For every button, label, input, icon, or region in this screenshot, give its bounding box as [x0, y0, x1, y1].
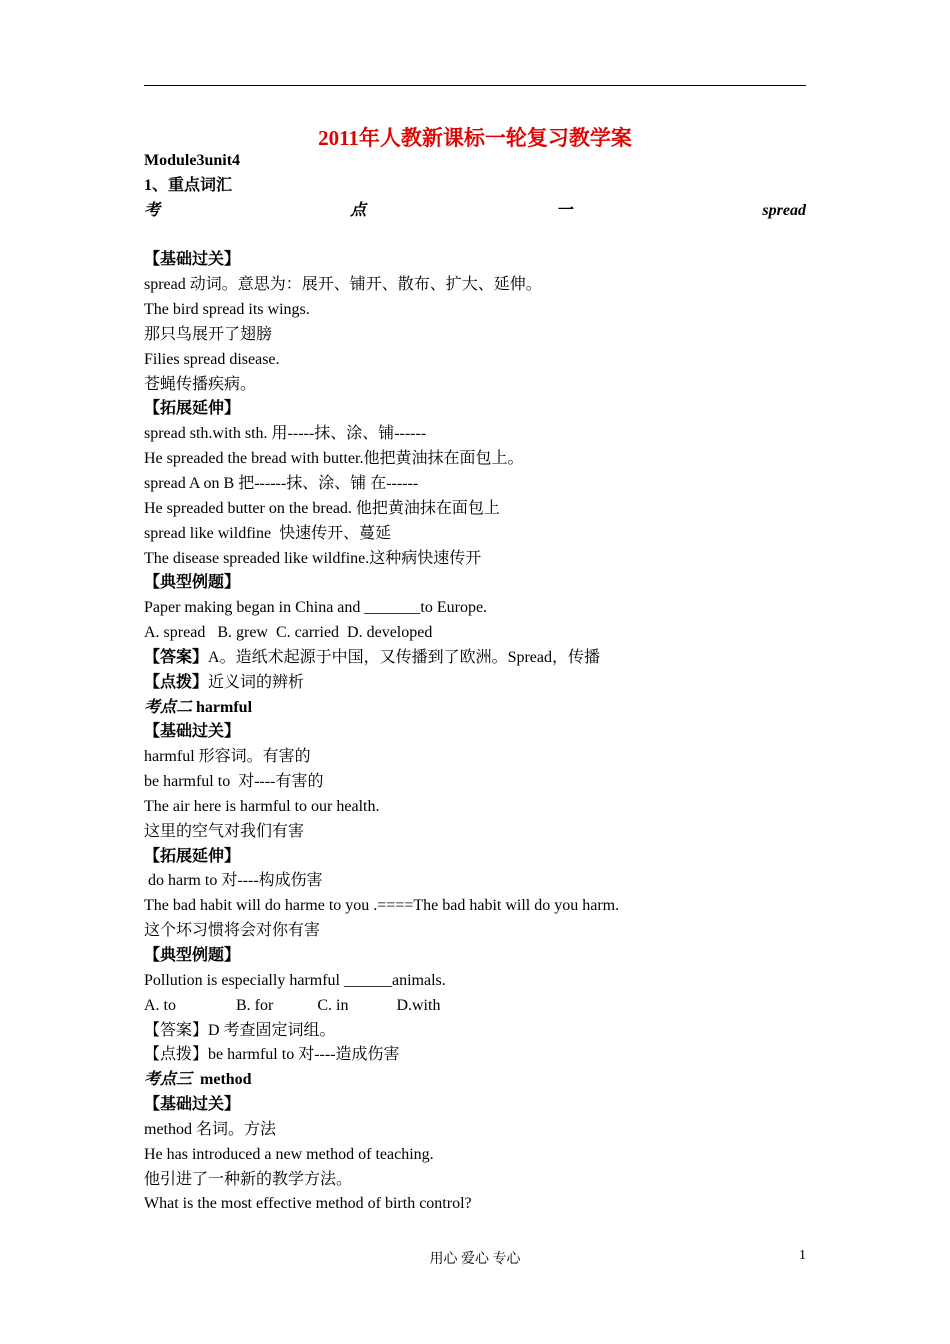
- content-line: 考点三 method: [144, 1071, 252, 1089]
- content-line: be harmful to 对----有害的: [144, 773, 324, 791]
- content-line: 【基础过关】: [144, 251, 241, 269]
- content-line: spread like wildfine 快速传开、蔓延: [144, 524, 392, 542]
- content-line: 【拓展延伸】: [144, 400, 241, 418]
- content-line: 他引进了一种新的教学方法。: [144, 1170, 353, 1188]
- content-line: 苍蝇传播疾病。: [144, 375, 257, 393]
- content-line: 这里的空气对我们有害: [144, 822, 305, 840]
- content-line: Pollution is especially harmful ______animals.: [144, 971, 446, 989]
- page-title: 2011年人教新课标一轮复习教学案: [318, 126, 632, 150]
- content-line: 这个坏习惯将会对你有害: [144, 922, 321, 940]
- document-body: [144, 149, 806, 1217]
- content-line: The disease spreaded like wildfine.这种病快速传开: [144, 549, 482, 567]
- content-line: He has introduced a new method of teaching.: [144, 1145, 434, 1163]
- kaodian-char-2: 点: [350, 201, 367, 219]
- footer-motto: 用心 爱心 专心: [429, 1252, 521, 1267]
- content-line: method 名词。方法: [144, 1120, 276, 1138]
- content-line: 【基础过关】: [144, 723, 241, 741]
- content-line: 【点拨】近义词的辨析: [144, 673, 305, 691]
- kaodian-word: spread: [762, 201, 806, 219]
- content-line: 【点拨】be harmful to 对----造成伤害: [144, 1046, 400, 1064]
- content-line: 【典型例题】: [144, 574, 241, 592]
- module-heading: Module3unit4: [144, 152, 241, 169]
- content-line: 【基础过关】: [144, 1096, 241, 1114]
- content-line: 【拓展延伸】: [144, 847, 241, 865]
- content-line: The air here is harmful to our health.: [144, 797, 380, 815]
- content-line: do harm to 对----构成伤害: [144, 872, 323, 890]
- content-lines: [144, 224, 806, 1218]
- content-line: spread A on B 把------抹、涂、铺 在------: [144, 474, 419, 492]
- content-line: harmful 形容词。有害的: [144, 748, 311, 766]
- kaodian-char-1: 考: [144, 201, 161, 219]
- content-line: The bird spread its wings.: [144, 301, 310, 319]
- content-line: [144, 224, 806, 249]
- content-line: spread sth.with sth. 用-----抹、涂、铺------: [144, 425, 427, 443]
- content-line: A. spread B. grew C. carried D. developed: [144, 624, 433, 642]
- content-line: He spreaded the bread with butter.他把黄油抹在面包上。: [144, 450, 524, 468]
- content-line: He spreaded butter on the bread. 他把黄油抹在面包上: [144, 499, 500, 517]
- content-line: The bad habit will do harme to you .====The bad habit will do you harm.: [144, 897, 620, 915]
- content-line: 考点二 harmful: [144, 698, 253, 716]
- kaodian-char-3: 一: [556, 201, 573, 219]
- content-line: spread 动词。意思为：展开、铺开、散布、扩大、延伸。: [144, 276, 542, 294]
- content-line: A. to B. for C. in D.with: [144, 996, 441, 1014]
- content-line: 【答案】A。造纸术起源于中国，又传播到了欧洲。Spread，传播: [144, 648, 601, 666]
- content-line: What is the most effective method of birth control?: [144, 1195, 472, 1213]
- content-line: Paper making began in China and _______to Europe.: [144, 599, 488, 617]
- section-heading: 1、重点词汇: [144, 176, 233, 194]
- content-line: 【典型例题】: [144, 947, 241, 964]
- page-number: 1: [799, 1248, 806, 1263]
- content-line: Filies spread disease.: [144, 350, 280, 368]
- header-rule: [144, 85, 806, 86]
- kaodian-one-heading: [144, 199, 806, 224]
- content-line: 那只鸟展开了翅膀: [144, 325, 273, 343]
- content-line: 【答案】D 考查固定词组。: [144, 1021, 336, 1039]
